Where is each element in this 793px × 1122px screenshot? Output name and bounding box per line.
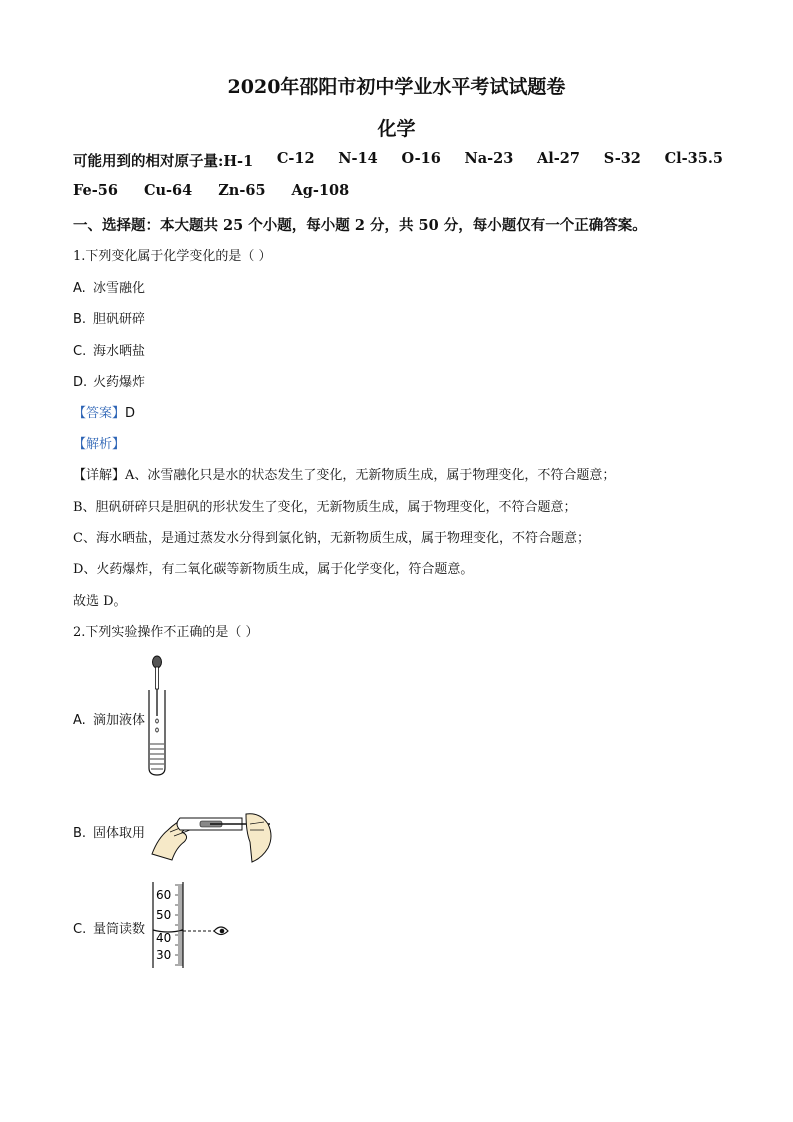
- option-letter: C.: [73, 344, 87, 359]
- analysis-tag: 【解析】: [73, 437, 126, 452]
- option-text: 火药爆炸: [93, 375, 146, 390]
- q1-option-c: [73, 340, 145, 359]
- detail-line: D、火药爆炸，有二氧化碳等新物质生成，属于化学变化，符合题意。: [73, 562, 474, 577]
- q1-option-d: [73, 371, 145, 390]
- atomic-mass-item: S-32: [603, 150, 641, 167]
- option-text: 冰雪融化: [93, 281, 146, 296]
- atomic-mass-item: O-16: [401, 150, 441, 167]
- option-text: 固体取用: [93, 826, 146, 841]
- question-2-stem: 2.下列实验操作不正确的是（ ）: [73, 625, 259, 640]
- detail-line: B、胆矾研碎只是胆矾的形状发生了变化，无新物质生成，属于物理变化，不符合题意；: [73, 500, 577, 515]
- eye-icon: [214, 927, 228, 935]
- q2-option-b: [73, 822, 145, 841]
- section-heading: 一、选择题：本大题共 25 个小题，每小题 2 分，共 50 分，每小题仅有一个正确答案。: [73, 217, 647, 234]
- atomic-mass-item: C-12: [276, 150, 315, 167]
- atomic-mass-item: Cu-64: [143, 182, 193, 199]
- atomic-mass-item: Fe-56: [73, 182, 118, 199]
- atomic-mass-item: Al-27: [537, 150, 580, 167]
- atomic-mass-line-2: [73, 182, 349, 199]
- atomic-mass-item: H-1: [223, 153, 254, 170]
- dropper-in-test-tube-illustration: [140, 654, 180, 778]
- q1-option-b: [73, 308, 145, 327]
- option-text: 海水晒盐: [93, 344, 146, 359]
- option-text: 胆矾研碎: [93, 312, 146, 327]
- q1-answer: [73, 402, 135, 421]
- option-letter: C.: [73, 922, 87, 937]
- solid-in-test-tube-illustration: [150, 802, 274, 866]
- q1-option-a: [73, 277, 145, 296]
- option-text: 量筒读数: [93, 922, 146, 937]
- atomic-mass-label: 可能用到的相对原子量:: [73, 153, 224, 170]
- atomic-mass-line-1: [73, 150, 723, 171]
- subject-title: 化学: [377, 118, 416, 140]
- detail-line: [73, 464, 615, 483]
- option-letter: A.: [73, 281, 86, 296]
- detail-tag: 【详解】: [73, 468, 126, 483]
- atomic-mass-item: Cl-35.5: [664, 150, 723, 167]
- q2-option-c: [73, 918, 145, 937]
- atomic-mass-item: Zn-65: [218, 182, 266, 199]
- atomic-mass-item: Na-23: [464, 150, 514, 167]
- atomic-mass-item: N-14: [338, 150, 378, 167]
- detail-line: C、海水晒盐，是通过蒸发水分得到氯化钠，无新物质生成，属于物理变化，不符合题意；: [73, 531, 590, 546]
- answer-tag: 【答案】: [73, 406, 126, 421]
- tick-label-60: 60: [156, 888, 172, 902]
- q2-option-a: [73, 709, 145, 728]
- graduated-cylinder-illustration: [148, 880, 238, 970]
- option-letter: A.: [73, 713, 86, 728]
- option-letter: B.: [73, 826, 87, 841]
- tick-label-30: 30: [156, 948, 172, 962]
- detail-text: A、冰雪融化只是水的状态发生了变化，无新物质生成，属于物理变化，不符合题意；: [125, 468, 616, 483]
- question-1-stem: 1.下列变化属于化学变化的是（ ）: [73, 249, 272, 264]
- atomic-mass-item: Ag-108: [291, 182, 350, 199]
- answer-value: D: [125, 406, 136, 421]
- option-letter: D.: [73, 375, 88, 390]
- option-text: 滴加液体: [93, 713, 146, 728]
- option-letter: B.: [73, 312, 87, 327]
- exam-title: 2020年邵阳市初中学业水平考试试题卷: [227, 76, 566, 98]
- tick-label-50: 50: [156, 908, 172, 922]
- conclusion: 故选 D。: [73, 594, 127, 609]
- tick-label-40: 40: [156, 931, 172, 945]
